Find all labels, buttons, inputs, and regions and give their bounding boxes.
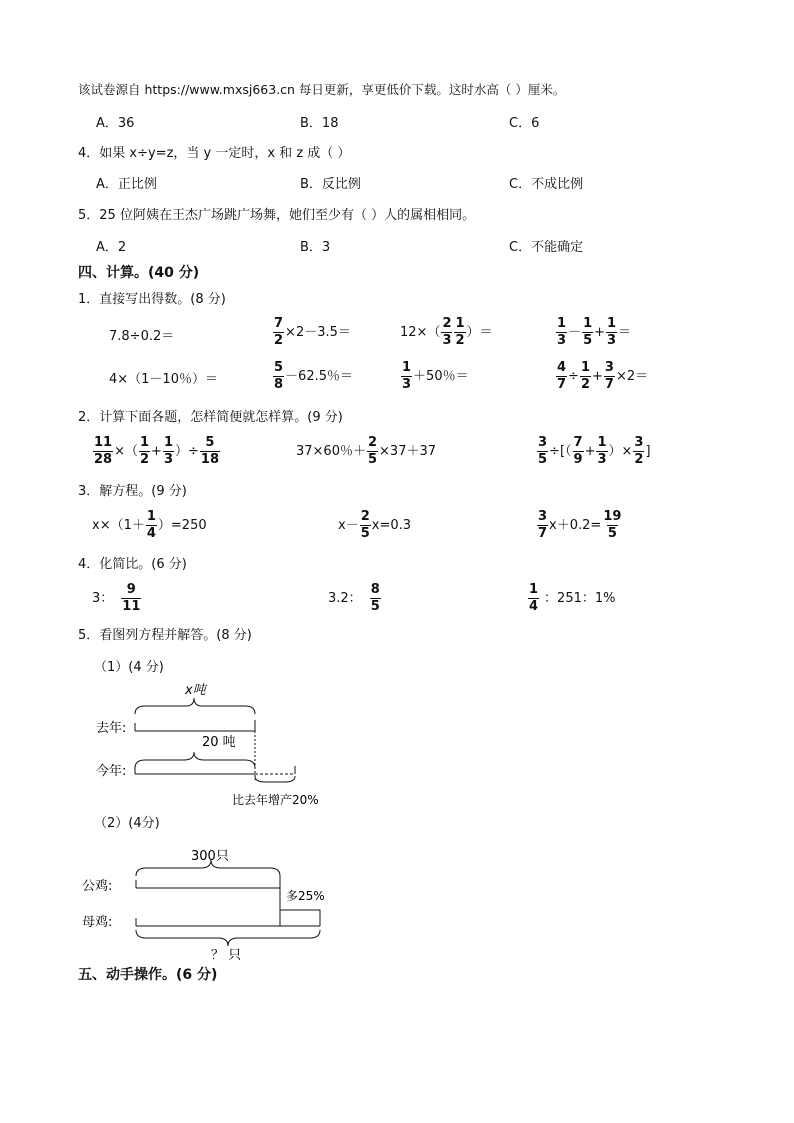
diagram2-row1-label: 公鸡: [82, 879, 113, 894]
calc1-r1c3: 12×（ 2 3 1 2 ）＝ [400, 316, 493, 348]
diagram2-more-label: 多25% [286, 889, 325, 903]
diagram1-mid-label: 20 吨 [202, 735, 236, 750]
calc1-r2c4: $\frac{4}{7}$ ÷ $\frac{1}{2}$ + $\frac{3}{7}$ ×2＝ [557, 360, 649, 392]
calc5-part1-label: （1）(4 分) [94, 660, 164, 675]
diagram-chicken-comparison [76, 842, 356, 966]
section-5-title: 五、动手操作。(6 分) [78, 967, 218, 983]
q3-option-b: B．18 [300, 116, 339, 131]
calc2-expr2: 37×60％＋ $\frac{2}{5}$ ×37＋37 [296, 435, 437, 467]
calc5-part2-label: （2）(4分) [94, 816, 160, 831]
calc1-r1c2: $\frac{7}{2}$ ×2－3.5＝ [274, 316, 351, 348]
calc2-title: 2．计算下面各题，怎样简便就怎样算。(9 分) [78, 410, 343, 425]
calc1-r1c4: 1 3 － 1 5 + $\frac{1}{3}$ ＝ [557, 316, 632, 348]
diagram1-row1-label: 去年: [96, 721, 127, 736]
q5-option-b: B．3 [300, 240, 331, 255]
calc3-eq2: x－ 2 5 x=0.3 [338, 509, 412, 541]
diagram1-note: 比去年增产20% [232, 793, 319, 807]
q4-stem: 4．如果 x÷y=z，当 y 一定时，x 和 z 成（ ） [78, 146, 351, 161]
q3-option-c: C．6 [509, 116, 540, 131]
calc1-r1c1: 7.8÷0.2＝ [109, 329, 175, 344]
q5-stem: 5．25 位阿姨在王杰广场跳广场舞，她们至少有（ ）人的属相相同。 [78, 208, 476, 223]
section-4-title: 四、计算。(40 分) [78, 265, 200, 281]
q5-option-a: A．2 [96, 240, 127, 255]
q4-option-b: B．反比例 [300, 177, 361, 192]
calc1-r2c3: 1 3 ＋50％＝ [402, 360, 469, 392]
q5-option-c: C．不能确定 [509, 240, 584, 255]
diagram2-top-label: 300只 [191, 849, 229, 864]
calc2-expr1: $\frac{11}{28}$ ×（ 1 2 + $\frac{1}{3}$ ）÷ $\frac{5}{18}$ [94, 435, 219, 467]
calc5-title: 5．看图列方程并解答。(8 分) [78, 628, 252, 643]
diagram1-row2-label: 今年: [96, 764, 127, 779]
calc2-expr3: $\frac{3}{5}$ ÷[（ 7 9 + $\frac{1}{3}$ ）× $\frac{3}{2}$ ] [538, 435, 651, 467]
calc3-eq1: x×（1＋ 1 4 ）=250 [92, 509, 207, 541]
calc4-ratio2: 3.2： 8 5 [328, 582, 380, 614]
diagram2-row2-label: 母鸡: [82, 915, 113, 930]
diagram1-top-label: x吨 [185, 683, 206, 698]
diagram-tons-comparison [90, 680, 350, 810]
diagram2-bottom-label: ？ 只 [211, 948, 242, 963]
q3-option-a: A．36 [96, 116, 135, 131]
calc4-title: 4．化简比。(6 分) [78, 557, 187, 572]
calc1-title: 1．直接写出得数。(8 分) [78, 292, 226, 307]
calc3-title: 3．解方程。(9 分) [78, 484, 187, 499]
calc1-r2c1: 4×（1－10％）＝ [109, 372, 218, 387]
calc4-ratio3: 1 4 ：251：1% [529, 582, 616, 614]
q4-option-c: C．不成比例 [509, 177, 584, 192]
header-source-line: 该试卷源自 https://www.mxsj663.cn 每日更新，享更低价下载。这时水高（ ）厘米。 [78, 82, 566, 97]
q4-option-a: A．正比例 [96, 177, 157, 192]
calc3-eq3: 3 7 x＋0.2= $\frac{19}{5}$ [538, 509, 622, 541]
calc4-ratio1: 3： 9 11 [92, 582, 141, 614]
calc1-r2c2: 5 8 －62.5％＝ [274, 360, 353, 392]
